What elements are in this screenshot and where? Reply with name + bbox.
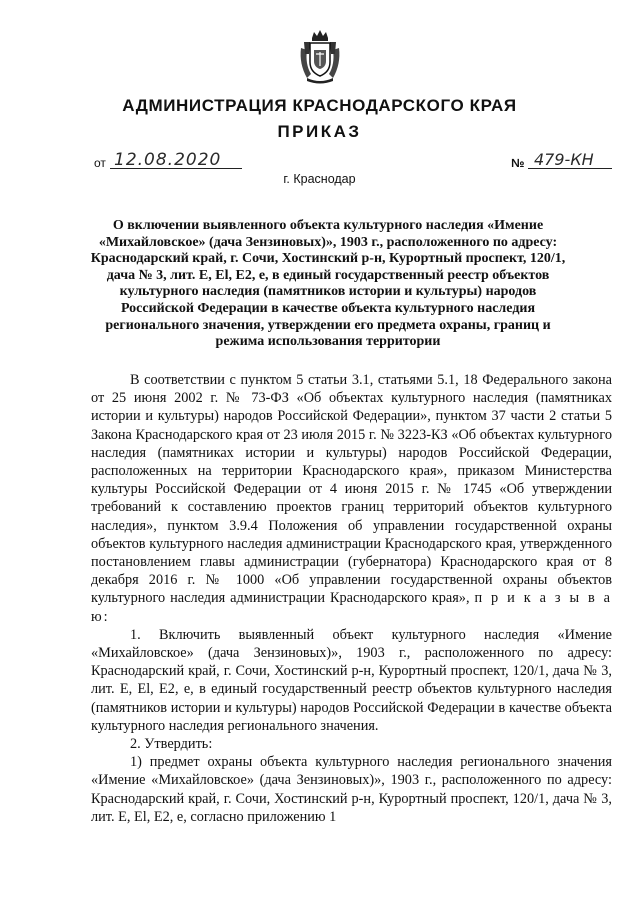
preamble-text: В соответствии с пунктом 5 статьи 3.1, статьями 5.1, 18 Федерального закона от 25 июня 2002 г. № 73-ФЗ «Об объектах культурного наследия (памятниках истории и культуры) народов Российской Федерации», пунктом 37 части 2 статьи 5 Закона Краснодарского края от 23 июля 2015 г. № 3223-КЗ «Об объектах культурного наследия (памятниках истории и культуры) народов Российской Федерации, расположенных на территории Краснодарского края», приказом Министерства культуры Российской Федерации от 4 июня 2015 г. № 1745 «Об утверждении требований к составлению проектов границ территорий объектов культурного наследия», пунктом 3.9.4 Положения об управлении государственной охраны объектов культурного наследия администрации Краснодарского края, утвержденного постановлением главы администрации (губернатора) Краснодарского края от 8 декабря 2016 г. № 1000 «Об управлении государственной охраны объектов культурного наследия администрации Краснодарского края», (91, 372, 612, 607)
document-title: О включении выявленного объекта культурного наследия «Имение «Михайловское» (дача Зензиновых)», 1903 г., расположенного по адресу: Краснодарский край, г. Сочи, Хостинский р-н, Курортный проспект, 120/1, дача № 3, лит. Е, El, Е2, е, в единый государственный реестр объектов культурного наследия (памятников истории и культуры) народов Российской Федерации в качестве объекта культурного наследия регионального значения, утверждении его предмета охраны, границ и режима использования территории (90, 218, 566, 350)
item-1: 1. Включить выявленный объект культурного наследия «Имение «Михайловское» (дача Зензиновых)», 1903 г., расположенного по адресу: Краснодарский край, г. Сочи, Хостинский р-н, Курортный проспект, 120/1, дача № 3, лит. Е, El, Е2, е, в единый государственный реестр объектов культурного наследия (памятников истории и культуры) народов Российской Федерации в качестве объекта культурного наследия регионального значения. (91, 626, 612, 734)
date-label: от (94, 156, 106, 170)
order-word: п р и к а з ы в а ю: (91, 590, 613, 625)
item-2: 2. Утвердить: (130, 736, 213, 753)
number-value: 479-КН (534, 150, 594, 169)
preamble-paragraph (91, 371, 612, 626)
item-2-1: 1) предмет охраны объекта культурного наследия регионального значения «Имение «Михайловское» (дача Зензиновых)», 1903 г., расположенного по адресу: Краснодарский край, г. Сочи, Хостинский р-н, Курортный проспект, 120/1, дача № 3, лит. Е, El, Е2, е, согласно приложению 1 (91, 754, 612, 825)
city: г. Краснодар (283, 172, 356, 186)
document-type: ПРИКАЗ (277, 122, 362, 141)
date-number-row (94, 150, 614, 174)
number-label: № (511, 156, 525, 170)
date-value: 12.08.2020 (114, 150, 222, 170)
organization-name: АДМИНИСТРАЦИЯ КРАСНОДАРСКОГО КРАЯ (122, 96, 517, 115)
document-body (91, 371, 612, 826)
coat-of-arms-icon (297, 28, 343, 86)
